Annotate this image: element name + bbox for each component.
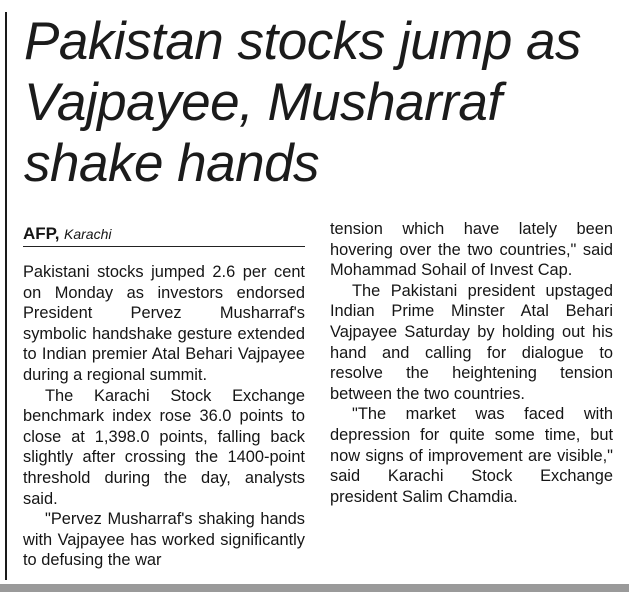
right-column <box>330 219 613 507</box>
byline-location: Karachi <box>64 226 112 242</box>
paragraph: The Karachi Stock Exchange benchmark index rose 36.0 points to close at 1,398.0 points, falling back slightly after crossing the 1400-point threshold during the day, analysts said. <box>23 386 305 508</box>
paragraph: Pakistani stocks jumped 2.6 per cent on Monday as investors endorsed President Pervez Musharraf's symbolic handshake gesture extended to Indian premier Atal Behari Vajpayee during a regional summit. <box>23 263 305 384</box>
paragraph: tension which have lately been hovering over the two countries," said Mohammad Sohail of Invest Cap. <box>330 220 613 280</box>
bottom-border <box>0 584 629 592</box>
headline-line: Pakistan stocks jump as <box>24 12 582 71</box>
headline <box>24 11 624 194</box>
headline-line: Vajpayee, Musharraf <box>24 73 502 132</box>
headline-line: shake hands <box>24 134 320 193</box>
paragraph: "The market was faced with depression for quite some time, but now signs of improvement are visible," said Karachi Stock Exchange president Salim Chamdia. <box>330 405 613 506</box>
byline <box>23 224 305 247</box>
paragraph: The Pakistani president upstaged Indian Prime Minster Atal Behari Vajpayee Saturday by holding out his hand and calling for dialogue to resolve the heightening tension between the two countries. <box>330 281 613 403</box>
left-column <box>23 262 305 571</box>
left-column-rule <box>5 12 7 580</box>
byline-agency: AFP, <box>23 224 60 243</box>
paragraph: "Pervez Musharraf's shaking hands with Vajpayee has worked significantly to defusing the war <box>23 510 305 570</box>
